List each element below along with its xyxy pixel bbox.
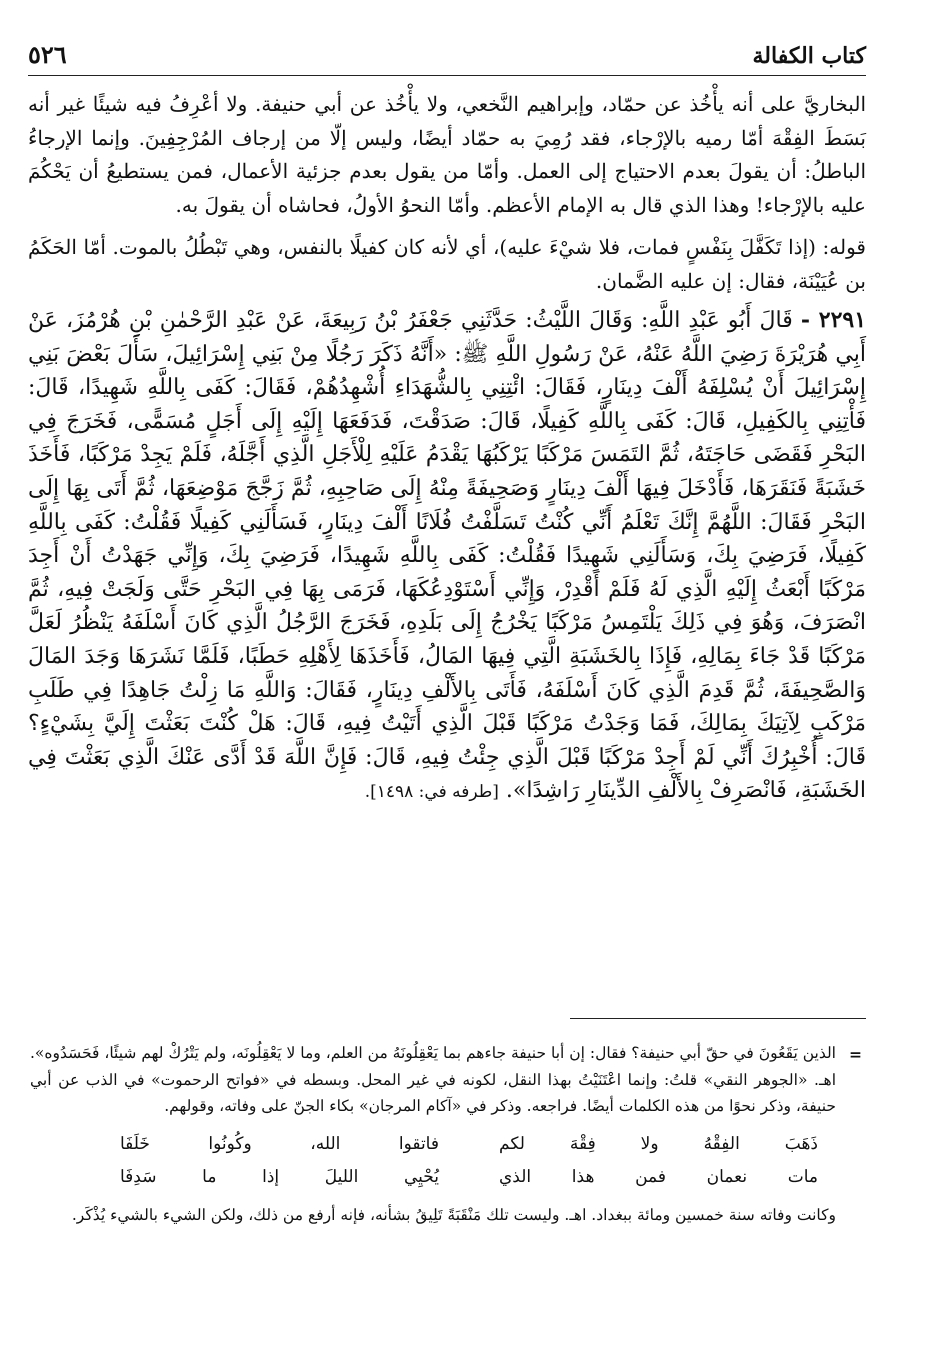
footnote-continuation-mark: = <box>849 1045 862 1064</box>
poem <box>120 1128 818 1194</box>
book-page <box>28 40 866 810</box>
footnote-text: الذين يَقَعُونَ في حقّ أبي حنيفة؟ فقال: إن أبا حنيفة جاءهم بما يَعْقِلُونَهُ من العلم، وما لا يَعْقِلُونَه، ولم يَتْرُكْ لهم شيئًا، فَحَسَدُوه». اهـ. «الجوهر النقي» قلتُ: وإنما اعْتَنَيْتُ بهذا النقل، لكونه في غير المحل. وبسطه في «فواتح الرحموت» في الذب عن أبي حنيفة، وذكر نحوًا من هذه الكلمات أيضًا. فراجعه. وذكر في «آكام المرجان» بكاء الجنّ على وفاته، وقولهم. <box>30 1044 836 1115</box>
poem-hemistich: ذَهَبَ الفِقْهُ ولا فِقْهَ لكم <box>499 1133 818 1154</box>
hadith-text: قَالَ أَبُو عَبْدِ اللَّهِ: وَقَالَ اللَّيْثُ: حَدَّثَنِي جَعْفَرُ بْنُ رَبِيعَةَ، عَنْ عَبْدِ الرَّحْمٰنِ بْنِ هُرْمُزَ، عَنْ أَبِي هُرَيْرَةَ رَضِيَ اللَّهُ عَنْهُ، عَنْ رَسُولِ اللَّهِ ﷺ: «أَنَّهُ ذَكَرَ رَجُلًا مِنْ بَنِي إِسْرَائِيلَ، سَأَلَ بَعْضَ بَنِي إِسْرَائِيلَ أَنْ يُسْلِفَهُ أَلْفَ دِينَارٍ، فَقَالَ: ائْتِنِي بِالشُّهَدَاءِ أُشْهِدُهُمْ، فَقَالَ: كَفَى بِاللَّهِ شَهِيدًا، قَالَ: فَأْتِنِي بِالكَفِيلِ، قَالَ: كَفَى بِاللَّهِ كَفِيلًا، قَالَ: صَدَقْتَ، فَدَفَعَهَا إِلَيْهِ إِلَى أَجَلٍ مُسَمًّى، فَخَرَجَ فِي البَحْرِ فَقَضَى حَاجَتَهُ، ثُمَّ التَمَسَ مَرْكَبًا يَرْكَبُهَا يَقْدَمُ عَلَيْهِ لِلْأَجَلِ الَّذِي أَجَّلَهُ، فَلَمْ يَجِدْ مَرْكَبًا، فَأَخَذَ خَشَبَةً فَنَقَرَهَا، فَأَدْخَلَ فِيهَا أَلْفَ دِينَارٍ وَصَحِيفَةً مِنْهُ إِلَى صَاحِبِهِ، ثُمَّ زَجَّجَ مَوْضِعَهَا، ثُمَّ أَتَى بِهَا إِلَى البَحْرِ فَقَالَ: اللَّهُمَّ إِنَّكَ تَعْلَمُ أَنِّي كُنْتُ تَسَلَّفْتُ فُلَانًا أَلْفَ دِينَارٍ، فَسَأَلَنِي كَفِيلًا فَقُلْتُ: كَفَى بِاللَّهِ كَفِيلًا، فَرَضِيَ بِكَ، وَسَأَلَنِي شَهِيدًا فَقُلْتُ: كَفَى بِاللَّهِ شَهِيدًا، فَرَضِيَ بِكَ، وَإِنِّي جَهَدْتُ أَنْ أَجِدَ مَرْكَبًا أَبْعَثُ إِلَيْهِ الَّذِي لَهُ فَلَمْ أَقْدِرْ، وَإِنِّي أَسْتَوْدِعُكَهَا، فَرَمَى بِهَا فِي البَحْرِ حَتَّى وَلَجَتْ فِيهِ، ثُمَّ انْصَرَفَ، وَهُوَ فِي ذَلِكَ يَلْتَمِسُ مَرْكَبًا يَخْرُجُ إِلَى بَلَدِهِ، فَخَرَجَ الرَّجُلُ الَّذِي كَانَ أَسْلَفَهُ يَنْظُرُ لَعَلَّ مَرْكَبًا قَدْ جَاءَ بِمَالِهِ، فَإِذَا بِالخَشَبَةِ الَّتِي فِيهَا المَالُ، فَأَخَذَهَا لِأَهْلِهِ حَطَبًا، فَلَمَّا نَشَرَهَا وَجَدَ المَالَ وَالصَّحِيفَةَ، ثُمَّ قَدِمَ الَّذِي كَانَ أَسْلَفَهُ، فَأَتَى بِالأَلْفِ دِينَارٍ، فَقَالَ: وَاللَّهِ مَا زِلْتُ جَاهِدًا فِي طَلَبِ مَرْكَبٍ لِآتِيَكَ بِمَالِكَ، فَمَا وَجَدْتُ مَرْكَبًا قَبْلَ الَّذِي أَتَيْتُ فِيهِ، قَالَ: هَلْ كُنْتَ بَعَثْتَ إِلَيَّ بِشَيْءٍ؟ قَالَ: أُخْبِرُكَ أَنِّي لَمْ أَجِدْ مَرْكَبًا قَبْلَ الَّذِي جِئْتُ فِيهِ، قَالَ: فَإِنَّ اللَّهَ قَدْ أَدَّى عَنْكَ الَّذِي بَعَثْتَ فِي الخَشَبَةِ، فَانْصَرِفْ بِالأَلْفِ الدِّينَارِ رَاشِدًا». <box>28 308 866 804</box>
main-text <box>28 88 866 810</box>
poem-hemistich: فاتقوا الله، وكُونُوا خَلَفَا <box>120 1133 439 1154</box>
hadith-number: ٢٢٩١ - <box>800 307 867 333</box>
page-header <box>28 40 866 76</box>
footnote-text: وكانت وفاته سنة خمسين ومائة ببغداد. اهـ. وليست تلك مَنْقَبَةً تَلِيقُ بشأنه، فإنه أرفع من ذلك، ولكن الشيء بالشيء يُذْكَر. <box>71 1205 836 1224</box>
poem-hemistich: يُحْيِي الليلَ إذا ما سَدِفَا <box>120 1166 439 1187</box>
commentary-paragraph: قوله: (إذا تَكَفَّلَ بِنَفْسٍ فمات، فلا شيْءَ عليه)، أي لأنه كان كفيلًا بالنفس، وهي تَبْطُلُ بالموت. أمّا الحَكَمُ بن عُيَيْنَة، فقال: إن عليه الضَّمان. <box>28 235 866 293</box>
hadith-paragraph <box>28 304 866 810</box>
footnote <box>30 1040 862 1228</box>
commentary-paragraph: البخاريَّ على أنه يأْخُذ عن حمّاد، وإبراهيم النَّخعي، ولا يأْخُذ عن أبي حنيفة. ولا أعْرِفُ فيه شيئًا غير أنه بَسَطَ الفِقْهَ أمّا رميه بالإرْجاء، فقد رُمِيَ به حمّاد أيضًا، وليس إلّا من إرجاف المُرْجِفِينَ. وإنما الإرجاءُ الباطلُ: أن يقولَ بعدم الاحتياج إلى العمل. وأمّا من يقول بعدم جزئية الأعمال، فمن يستطيعُ أن يَحْكُمَ عليه بالإرْجاء! وهذا الذي قال به الإمام الأعظم. وأمّا النحوُ الأولُ، فحاشاه أن يقولَ به. <box>28 92 866 217</box>
footnote-divider <box>570 1018 866 1019</box>
poem-hemistich: مات نعمان فمن هذا الذي <box>499 1166 818 1187</box>
page-number: ٥٢٦ <box>28 40 67 69</box>
hadith-reference: [طرفه في: ١٤٩٨]. <box>364 782 499 803</box>
book-title: كتاب الكفالة <box>752 43 866 69</box>
